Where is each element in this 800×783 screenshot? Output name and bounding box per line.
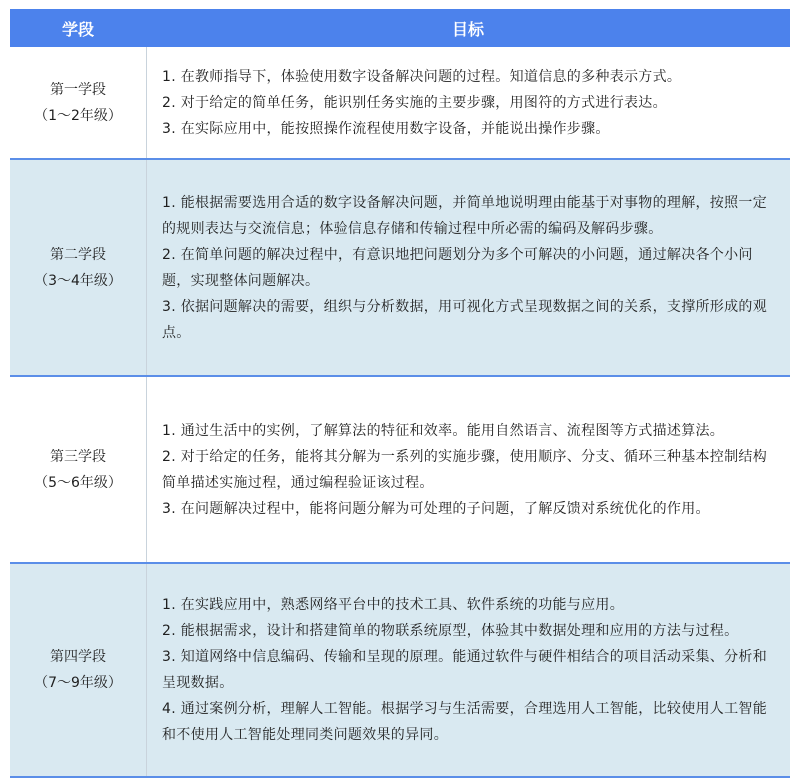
table-row xyxy=(10,160,790,377)
stage-name: 第一学段 xyxy=(50,81,106,98)
goal-item: 3. 知道网络中信息编码、传输和呈现的原理。能通过软件与硬件相结合的项目活动采集、分析和呈现数据。 xyxy=(162,649,768,691)
goal-item: 1. 在实践应用中，熟悉网络平台中的技术工具、软件系统的功能与应用。 xyxy=(162,597,625,613)
goal-item: 1. 在教师指导下，体验使用数字设备解决问题的过程。知道信息的多种表示方式。 xyxy=(162,68,682,85)
stage-grades: （5～6年级） xyxy=(34,474,122,491)
goal-item: 2. 能根据需求，设计和搭建简单的物联系统原型，体验其中数据处理和应用的方法与过程。 xyxy=(162,623,739,639)
table-row xyxy=(10,564,790,778)
goal-item: 3. 在实际应用中，能按照操作流程使用数字设备，并能说出操作步骤。 xyxy=(162,120,610,137)
stage-cell xyxy=(10,160,146,375)
goal-item: 1. 能根据需要选用合适的数字设备解决问题，并简单地说明理由能基于对事物的理解，按照一定的规则表达与交流信息；体验信息存储和传输过程中所必需的编码及解码步骤。 xyxy=(162,194,768,237)
goal-item: 3. 依据问题解决的需要，组织与分析数据，用可视化方式呈现数据之间的关系，支撑所形成的观点。 xyxy=(162,298,768,341)
curriculum-table xyxy=(10,9,790,778)
stage-grades: （1～2年级） xyxy=(34,107,122,124)
goal-item: 4. 通过案例分析，理解人工智能。根据学习与生活需要，合理选用人工智能，比较使用人工智能和不使用人工智能处理同类问题效果的异同。 xyxy=(162,701,768,743)
goal-item: 3. 在问题解决过程中，能将问题分解为可处理的子问题，了解反馈对系统优化的作用。 xyxy=(162,500,710,517)
goal-item: 1. 通过生活中的实例，了解算法的特征和效率。能用自然语言、流程图等方式描述算法。 xyxy=(162,422,725,439)
table-header xyxy=(10,9,790,47)
header-goal: 目标 xyxy=(451,19,484,39)
stage-grades: （7～9年级） xyxy=(34,675,122,691)
stage-name: 第四学段 xyxy=(50,649,106,665)
goals-cell xyxy=(146,564,790,776)
goals-cell xyxy=(146,47,790,158)
goal-item: 2. 对于给定的简单任务，能识别任务实施的主要步骤，用图符的方式进行表达。 xyxy=(162,94,667,111)
stage-name: 第二学段 xyxy=(50,246,106,263)
stage-cell xyxy=(10,377,146,562)
table-row xyxy=(10,47,790,160)
goals-cell xyxy=(146,160,790,375)
table-row xyxy=(10,377,790,564)
stage-cell xyxy=(10,564,146,776)
goal-item: 2. 对于给定的任务，能将其分解为一系列的实施步骤，使用顺序、分支、循环三种基本控制结构简单描述实施过程，通过编程验证该过程。 xyxy=(162,448,768,491)
goal-item: 2. 在简单问题的解决过程中，有意识地把问题划分为多个可解决的小问题，通过解决各个小问题，实现整体问题解决。 xyxy=(162,246,753,289)
stage-grades: （3～4年级） xyxy=(34,272,122,289)
header-stage: 学段 xyxy=(61,19,94,39)
stage-cell xyxy=(10,47,146,158)
stage-name: 第三学段 xyxy=(50,448,106,465)
goals-cell xyxy=(146,377,790,562)
